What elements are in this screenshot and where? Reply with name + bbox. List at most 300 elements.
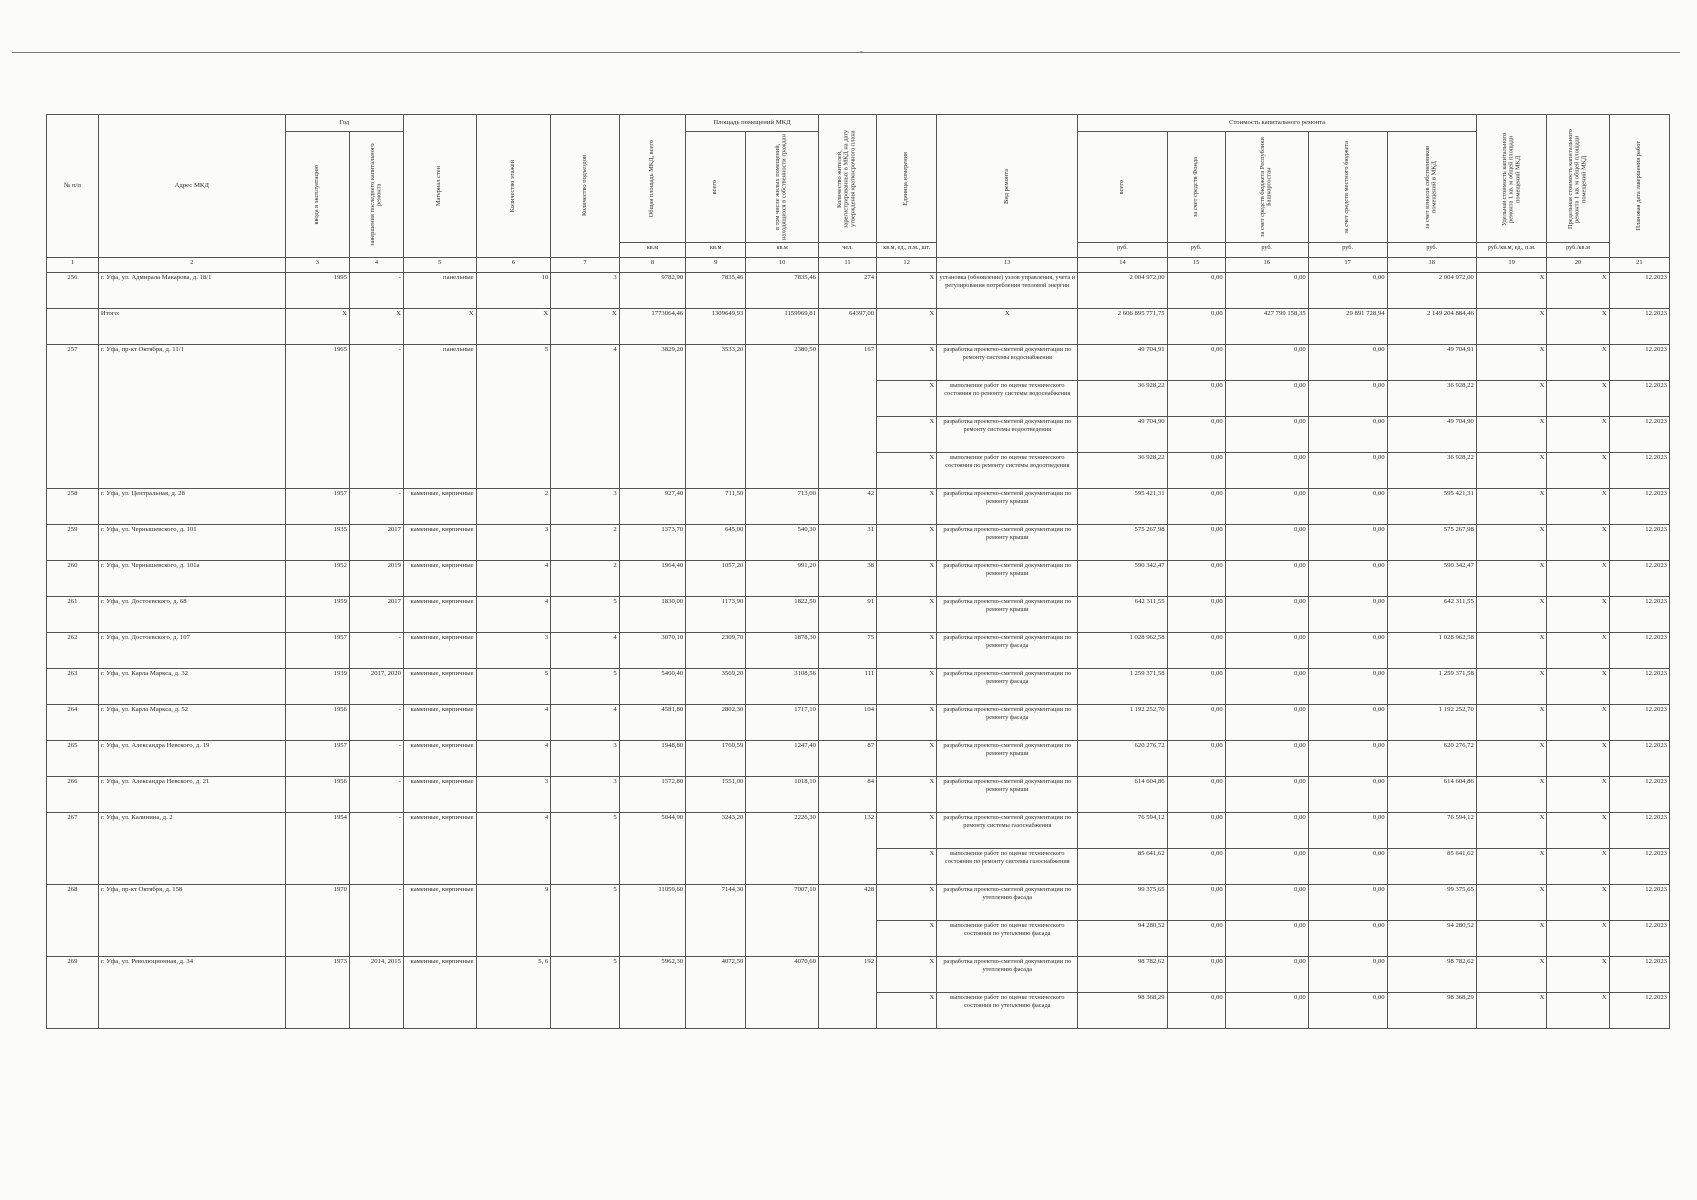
row-material: панельные [403,273,476,309]
row-cost-all: 49 704,91 [1078,345,1167,381]
row-max-cost: X [1547,489,1609,525]
row-cost-local: 0,00 [1308,813,1387,849]
unit-17: руб. [1308,243,1387,258]
row-unit-cost: X [1476,921,1547,957]
row-cost-owners: 98 368,29 [1387,993,1476,1029]
row-unit: X [877,489,937,525]
row-entrances: 2 [551,525,619,561]
row-area-all: 1551,00 [686,777,746,813]
hdr-year-last-repair [349,132,403,258]
row-max-cost: X [1547,273,1609,309]
row-cost-local: 0,00 [1308,669,1387,705]
row-work: установка (обновление) узлов управления, учета и регулирования потребления тепловой энергии [937,273,1078,309]
hdr-entrances-text: Количество подъездов [580,155,588,217]
row-work: разработка проектно-сметной документации по ремонту крыши [937,561,1078,597]
hdr-max-cost [1547,115,1609,243]
row-address: г. Уфа, ул. Александра Невского, д. 19 [98,741,285,777]
row-end-date: 12.2023 [1609,705,1669,741]
colnum: 1 [47,258,99,273]
row-address: г. Уфа, ул. Александра Невского, д. 21 [98,777,285,813]
row-end-date: 12.2023 [1609,741,1669,777]
row-end-date: 12.2023 [1609,669,1669,705]
row-year-repair: 2017 [349,597,403,633]
row-area-private: 1878,30 [746,633,819,669]
row-cost-republic: 0,00 [1225,813,1308,849]
table-row [47,885,1670,921]
row-area-private: 2226,30 [746,813,819,885]
row-material: каменные, кирпичные [403,957,476,1029]
row-floors: 5, 6 [476,957,551,1029]
colnum: 18 [1387,258,1476,273]
row-cost-fund: 0,00 [1167,273,1225,309]
colnum: 10 [746,258,819,273]
row-area-private: 991,20 [746,561,819,597]
row-max-cost: X [1547,921,1609,957]
unit-15: руб. [1167,243,1225,258]
row-cost-republic: 0,00 [1225,921,1308,957]
row-floors: 5 [476,669,551,705]
total-entrances: X [551,309,619,345]
row-floors: 4 [476,561,551,597]
row-end-date: 12.2023 [1609,921,1669,957]
hdr-year-built-text: ввода в эксплуатацию [312,164,320,225]
row-unit-cost: X [1476,813,1547,849]
total-residents: 64397,00 [818,309,876,345]
row-entrances: 3 [551,273,619,309]
row-year-repair: - [349,813,403,885]
row-cost-fund: 0,00 [1167,741,1225,777]
table-row [47,633,1670,669]
table-row [47,669,1670,705]
hdr-cost-republic [1225,132,1308,243]
hdr-unit-cost-text: Удельная стоимость капитального ремонта 1 кв. м общей площади помещений МКД [1500,131,1521,226]
hdr-area-all [686,132,746,243]
row-floors: 4 [476,597,551,633]
row-address: г. Уфа, пр-кт Октября, д. 11/1 [98,345,285,489]
row-address: г. Уфа, ул. Революционная, д. 34 [98,957,285,1029]
row-cost-fund: 0,00 [1167,849,1225,885]
unit-8: кв.м [619,243,685,258]
row-address: г. Уфа, ул. Карла Маркса, д. 52 [98,705,285,741]
total-label: Итого: [98,309,285,345]
row-area-all: 2802,30 [686,705,746,741]
row-residents: 84 [818,777,876,813]
row-residents: 111 [818,669,876,705]
row-cost-all: 76 594,12 [1078,813,1167,849]
row-cost-owners: 36 928,22 [1387,453,1476,489]
row-cost-republic: 0,00 [1225,957,1308,993]
colnum: 9 [686,258,746,273]
row-cost-all: 590 342,47 [1078,561,1167,597]
row-address: г. Уфа, ул. Калинина, д. 2 [98,813,285,885]
page-top-rule [12,52,1680,53]
unit-20: руб./кв.м [1547,243,1609,258]
row-work: разработка проектно-сметной документации по ремонту системы водоотведения [937,417,1078,453]
row-year-repair: - [349,885,403,957]
row-cost-local: 0,00 [1308,417,1387,453]
row-max-cost: X [1547,345,1609,381]
row-cost-local: 0,00 [1308,849,1387,885]
row-year-repair: - [349,705,403,741]
row-cost-republic: 0,00 [1225,381,1308,417]
row-cost-owners: 1 259 371,58 [1387,669,1476,705]
row-cost-all: 642 311,55 [1078,597,1167,633]
hdr-cost-owners [1387,132,1476,243]
row-end-date: 12.2023 [1609,525,1669,561]
hdr-year-last-repair-text: завершения последнего капитального ремонта [368,143,383,246]
row-cost-owners: 36 928,22 [1387,381,1476,417]
row-cost-all: 1 028 962,58 [1078,633,1167,669]
row-cost-fund: 0,00 [1167,453,1225,489]
row-area-all: 1057,20 [686,561,746,597]
row-cost-republic: 0,00 [1225,273,1308,309]
colnum: 12 [877,258,937,273]
colnum: 6 [476,258,551,273]
row-cost-all: 2 004 972,00 [1078,273,1167,309]
hdr-unit [877,115,937,243]
row-floors: 3 [476,633,551,669]
row-cost-owners: 575 267,98 [1387,525,1476,561]
row-work: выполнение работ по оценке технического состояния по утеплению фасада [937,921,1078,957]
row-unit: X [877,561,937,597]
row-floors: 2 [476,489,551,525]
row-material: каменные, кирпичные [403,669,476,705]
row-work: разработка проектно-сметной документации по ремонту фасада [937,669,1078,705]
row-unit-cost: X [1476,993,1547,1029]
row-year-built: 1939 [285,669,349,705]
row-unit-cost: X [1476,345,1547,381]
row-cost-republic: 0,00 [1225,345,1308,381]
row-cost-republic: 0,00 [1225,741,1308,777]
row-work: разработка проектно-сметной документации по ремонту фасада [937,705,1078,741]
row-unit: X [877,849,937,885]
row-entrances: 3 [551,777,619,813]
row-entrances: 3 [551,489,619,525]
row-area-total: 1830,00 [619,597,685,633]
row-num: 263 [47,669,99,705]
row-end-date: 12.2023 [1609,633,1669,669]
row-material: каменные, кирпичные [403,885,476,957]
row-max-cost: X [1547,417,1609,453]
row-entrances: 4 [551,633,619,669]
hdr-area-group: Площадь помещений МКД [686,115,819,132]
row-area-total: 1948,80 [619,741,685,777]
total-y1: X [285,309,349,345]
row-cost-republic: 0,00 [1225,489,1308,525]
row-area-private: 1822,50 [746,597,819,633]
hdr-unit-cost [1476,115,1547,243]
row-residents: 167 [818,345,876,489]
row-cost-owners: 98 782,62 [1387,957,1476,993]
row-address: г. Уфа, ул. Центральная, д. 28 [98,489,285,525]
row-num: 268 [47,885,99,957]
total-y2: X [349,309,403,345]
row-area-private: 2380,50 [746,345,819,489]
row-max-cost: X [1547,561,1609,597]
row-work: выполнение работ по оценке технического состояния по ремонту системы газоснабжения [937,849,1078,885]
table-row [47,957,1670,993]
row-end-date: 12.2023 [1609,489,1669,525]
row-unit-cost: X [1476,777,1547,813]
row-end-date: 12.2023 [1609,849,1669,885]
row-unit-cost: X [1476,561,1547,597]
hdr-year-built [285,132,349,258]
table-row [47,741,1670,777]
colnum: 21 [1609,258,1669,273]
row-work: разработка проектно-сметной документации по утеплению фасада [937,885,1078,921]
row-entrances: 4 [551,705,619,741]
row-cost-all: 36 928,22 [1078,453,1167,489]
row-area-all: 1173,90 [686,597,746,633]
colnum: 15 [1167,258,1225,273]
colnum: 8 [619,258,685,273]
row-cost-all: 1 192 252,70 [1078,705,1167,741]
row-cost-all: 1 259 371,58 [1078,669,1167,705]
table-row [47,597,1670,633]
row-area-total: 1964,40 [619,561,685,597]
hdr-year-group: Год [285,115,403,132]
row-unit: X [877,921,937,957]
unit-12: кв.м, ед., п.м., шт. [877,243,937,258]
row-cost-fund: 0,00 [1167,561,1225,597]
hdr-area-all-text: всего [711,179,719,195]
row-unit-cost: X [1476,381,1547,417]
row-year-repair: - [349,345,403,489]
row-cost-republic: 0,00 [1225,525,1308,561]
row-cost-fund: 0,00 [1167,633,1225,669]
hdr-area-private [746,132,819,243]
row-max-cost: X [1547,381,1609,417]
unit-19: руб./кв.м, ед., п.м. [1476,243,1547,258]
hdr-wall-material-text: Материал стен [435,165,443,207]
unit-9: кв.м [686,243,746,258]
row-end-date: 12.2023 [1609,957,1669,993]
hdr-cost-all-text: всего [1118,179,1126,195]
row-cost-fund: 0,00 [1167,777,1225,813]
row-unit-cost: X [1476,597,1547,633]
table-row [47,525,1670,561]
colnum: 14 [1078,258,1167,273]
row-cost-owners: 2 004 972,00 [1387,273,1476,309]
total-work: X [937,309,1078,345]
hdr-cost-all [1078,132,1167,243]
colnum: 7 [551,258,619,273]
row-year-built: 1954 [285,813,349,885]
row-work: разработка проектно-сметной документации по утеплению фасада [937,957,1078,993]
row-cost-local: 0,00 [1308,993,1387,1029]
table-row [47,273,1670,309]
hdr-wall-material [403,115,476,258]
row-unit: X [877,705,937,741]
row-address: г. Уфа, ул. Достоевского, д. 68 [98,597,285,633]
row-unit: X [877,417,937,453]
row-area-private: 7835,46 [746,273,819,309]
row-residents: 42 [818,489,876,525]
hdr-cost-owners-text: за счет взносов собственников помещений в МКД [1423,145,1438,229]
row-num: 260 [47,561,99,597]
row-floors: 9 [476,885,551,957]
row-area-all: 2309,70 [686,633,746,669]
row-year-built: 1935 [285,525,349,561]
row-cost-fund: 0,00 [1167,993,1225,1029]
hdr-residents [818,115,876,243]
page-top-mark: - [860,47,863,56]
row-entrances: 2 [551,561,619,597]
hdr-num: № п/п [47,115,99,258]
row-cost-owners: 1 028 962,58 [1387,633,1476,669]
row-year-built: 1956 [285,777,349,813]
row-area-private: 1717,10 [746,705,819,741]
row-entrances: 5 [551,957,619,1029]
total-floors: X [476,309,551,345]
row-max-cost: X [1547,453,1609,489]
row-cost-fund: 0,00 [1167,885,1225,921]
row-material: каменные, кирпичные [403,597,476,633]
row-cost-fund: 0,00 [1167,381,1225,417]
row-area-private: 1247,40 [746,741,819,777]
row-cost-fund: 0,00 [1167,525,1225,561]
row-material: каменные, кирпичные [403,777,476,813]
row-year-built: 1957 [285,741,349,777]
row-address: г. Уфа, ул. Адмирала Макарова, д. 18/1 [98,273,285,309]
row-floors: 10 [476,273,551,309]
row-year-repair: - [349,489,403,525]
row-residents: 31 [818,525,876,561]
column-numbers-row [47,258,1670,273]
row-unit: X [877,669,937,705]
row-area-all: 711,50 [686,489,746,525]
row-entrances: 5 [551,885,619,957]
row-area-all: 1760,59 [686,741,746,777]
row-end-date: 12.2023 [1609,993,1669,1029]
row-area-all: 7835,46 [686,273,746,309]
row-unit-cost: X [1476,417,1547,453]
row-cost-owners: 94 280,52 [1387,921,1476,957]
row-area-all: 3533,20 [686,345,746,489]
row-num: 258 [47,489,99,525]
total-end-date: 12.2023 [1609,309,1669,345]
row-area-total: 11059,60 [619,885,685,957]
total-cost-fund: 0,00 [1167,309,1225,345]
row-cost-republic: 0,00 [1225,705,1308,741]
row-cost-local: 0,00 [1308,345,1387,381]
unit-14: руб. [1078,243,1167,258]
row-residents: 91 [818,597,876,633]
row-unit: X [877,993,937,1029]
row-num: 266 [47,777,99,813]
row-area-total: 5044,90 [619,813,685,885]
row-area-all: 7144,30 [686,885,746,957]
unit-16: руб. [1225,243,1308,258]
repair-plan-table [46,114,1670,1029]
row-work: разработка проектно-сметной документации по ремонту крыши [937,777,1078,813]
row-unit-cost: X [1476,273,1547,309]
row-cost-local: 0,00 [1308,705,1387,741]
row-cost-all: 620 276,72 [1078,741,1167,777]
row-cost-republic: 0,00 [1225,417,1308,453]
row-year-repair: - [349,633,403,669]
row-cost-local: 0,00 [1308,453,1387,489]
total-cost-local: 29 891 728,94 [1308,309,1387,345]
row-area-private: 540,30 [746,525,819,561]
total-unit: X [877,309,937,345]
row-area-total: 927,40 [619,489,685,525]
table-row [47,705,1670,741]
hdr-address: Адрес МКД [98,115,285,258]
row-end-date: 12.2023 [1609,381,1669,417]
row-unit-cost: X [1476,885,1547,921]
total-area-private: 1159969,81 [746,309,819,345]
row-year-built: 1956 [285,705,349,741]
total-cost-owners: 2 149 204 884,46 [1387,309,1476,345]
colnum: 16 [1225,258,1308,273]
row-work: выполнение работ по оценке технического состояния по ремонту системы водоотведения [937,453,1078,489]
row-max-cost: X [1547,957,1609,993]
row-cost-republic: 0,00 [1225,849,1308,885]
row-num: 265 [47,741,99,777]
row-unit: X [877,777,937,813]
row-residents: 428 [818,885,876,957]
row-max-cost: X [1547,813,1609,849]
colnum: 11 [818,258,876,273]
row-area-total: 3070,10 [619,633,685,669]
row-area-private: 7007,10 [746,885,819,957]
row-cost-local: 0,00 [1308,633,1387,669]
total-area-total: 1773064,46 [619,309,685,345]
row-cost-all: 36 928,22 [1078,381,1167,417]
total-area-all: 1309649,93 [686,309,746,345]
row-end-date: 12.2023 [1609,345,1669,381]
row-cost-republic: 0,00 [1225,885,1308,921]
row-num: 256 [47,273,99,309]
row-unit: X [877,381,937,417]
row-material: каменные, кирпичные [403,525,476,561]
row-cost-all: 98 782,62 [1078,957,1167,993]
row-cost-owners: 49 704,91 [1387,345,1476,381]
row-cost-owners: 1 192 252,70 [1387,705,1476,741]
unit-10: кв.м [746,243,819,258]
colnum: 17 [1308,258,1387,273]
row-work: разработка проектно-сметной документации по ремонту крыши [937,597,1078,633]
row-work: выполнение работ по оценке технического состояния по ремонту системы водоснабжения [937,381,1078,417]
row-residents: 274 [818,273,876,309]
row-year-repair: - [349,741,403,777]
row-cost-local: 0,00 [1308,741,1387,777]
row-work: разработка проектно-сметной документации по ремонту крыши [937,741,1078,777]
row-unit-cost: X [1476,489,1547,525]
colnum: 20 [1547,258,1609,273]
row-unit: X [877,633,937,669]
row-address: г. Уфа, пр-кт Октября, д. 158 [98,885,285,957]
table-row [47,777,1670,813]
row-unit-cost: X [1476,705,1547,741]
unit-18: руб. [1387,243,1476,258]
hdr-cost-republic-text: за счет средств бюджета Республики Башкортостан [1258,137,1273,237]
row-material: каменные, кирпичные [403,561,476,597]
row-floors: 4 [476,813,551,885]
row-num: 267 [47,813,99,885]
row-cost-owners: 595 421,31 [1387,489,1476,525]
row-year-built: 1965 [285,345,349,489]
row-entrances: 4 [551,345,619,489]
row-year-built: 1970 [285,885,349,957]
row-unit: X [877,597,937,633]
row-area-private: 3108,56 [746,669,819,705]
row-material: каменные, кирпичные [403,633,476,669]
hdr-end-date-text: Плановая дата завершения работ [1634,141,1642,231]
row-max-cost: X [1547,669,1609,705]
row-max-cost: X [1547,777,1609,813]
